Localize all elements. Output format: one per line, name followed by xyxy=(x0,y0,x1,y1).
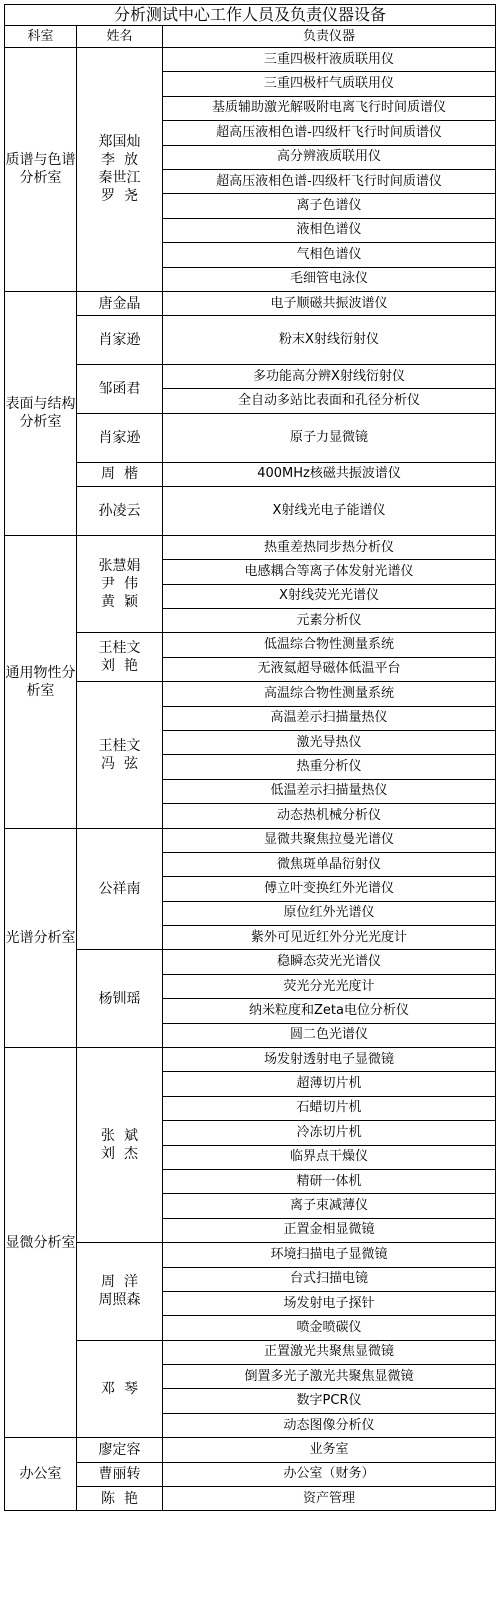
staff-names-cell xyxy=(77,291,163,315)
staff-names-cell xyxy=(77,413,163,462)
staff-names-cell xyxy=(77,1340,163,1438)
instrument-cell: 正置金相显微镜 xyxy=(163,1218,496,1242)
instrument-cell: 超高压液相色谱-四级杆飞行时间质谱仪 xyxy=(163,121,496,145)
instrument-cell: 激光导热仪 xyxy=(163,730,496,754)
column-header-name: 姓名 xyxy=(77,26,163,48)
instrument-cell: 紫外可见近红外分光光度计 xyxy=(163,926,496,950)
table-row xyxy=(5,291,496,315)
staff-name: 尹 伟 xyxy=(101,576,138,593)
department-cell: 办公室 xyxy=(5,1438,77,1511)
staff-name: 周照森 xyxy=(98,1292,141,1309)
staff-names-cell xyxy=(77,365,163,414)
table-row xyxy=(5,487,496,511)
instrument-cell: 环境扫描电子显微镜 xyxy=(163,1243,496,1267)
staff-name: 孙凌云 xyxy=(98,502,141,519)
table-row xyxy=(5,682,496,706)
staff-name: 王桂文 xyxy=(98,640,141,657)
instrument-cell: X射线荧光光谱仪 xyxy=(163,584,496,608)
instrument-cell: 电子顺磁共振波谱仪 xyxy=(163,291,496,315)
instrument-cell: 傅立叶变换红外光谱仪 xyxy=(163,877,496,901)
table-title: 分析测试中心工作人员及负责仪器设备 xyxy=(5,5,496,26)
instrument-cell: X射线光电子能谱仪 xyxy=(163,487,496,536)
instrument-cell: 资产管理 xyxy=(163,1487,496,1511)
staff-name: 周 楷 xyxy=(101,466,138,483)
instrument-cell: 数字PCR仪 xyxy=(163,1389,496,1413)
department-cell: 表面与结构分析室 xyxy=(5,291,77,535)
table-row xyxy=(5,1243,496,1267)
instrument-cell: 无液氦超导磁体低温平台 xyxy=(163,657,496,681)
staff-name: 刘 杰 xyxy=(101,1146,138,1163)
staff-name: 张 斌 xyxy=(101,1128,138,1145)
instrument-cell: 400MHz核磁共振波谱仪 xyxy=(163,462,496,486)
staff-name: 邓 琴 xyxy=(101,1380,138,1397)
staff-names-cell xyxy=(77,316,163,365)
instrument-cell: 办公室（财务） xyxy=(163,1462,496,1486)
staff-names-cell xyxy=(77,828,163,950)
table-row xyxy=(5,1340,496,1364)
staff-name: 罗 尧 xyxy=(101,188,138,205)
staff-names-cell xyxy=(77,682,163,828)
table-row xyxy=(5,633,496,657)
department-cell: 质谱与色谱分析室 xyxy=(5,48,77,292)
table-row xyxy=(5,828,496,852)
instrument-cell: 热重分析仪 xyxy=(163,755,496,779)
instrument-cell: 动态热机械分析仪 xyxy=(163,804,496,828)
staff-name: 曹丽转 xyxy=(98,1466,141,1483)
staff-name: 周 洋 xyxy=(101,1274,138,1291)
department-cell: 显微分析室 xyxy=(5,1048,77,1438)
table-row xyxy=(5,462,496,486)
instrument-cell: 元素分析仪 xyxy=(163,608,496,632)
instrument-cell: 业务室 xyxy=(163,1438,496,1462)
table-row xyxy=(5,1487,496,1511)
staff-name: 廖定容 xyxy=(98,1441,141,1458)
instrument-cell: 超高压液相色谱-四级杆飞行时间质谱仪 xyxy=(163,169,496,193)
instrument-cell: 显微共聚焦拉曼光谱仪 xyxy=(163,828,496,852)
instrument-cell: 圆二色光谱仪 xyxy=(163,1023,496,1047)
instrument-cell: 场发射电子探针 xyxy=(163,1291,496,1315)
staff-name: 张慧娟 xyxy=(98,558,141,575)
staff-name: 肖家逊 xyxy=(98,429,141,446)
instrument-cell: 离子色谱仪 xyxy=(163,194,496,218)
instrument-cell: 三重四极杆液质联用仪 xyxy=(163,48,496,72)
staff-name: 刘 艳 xyxy=(101,658,138,675)
instrument-cell: 液相色谱仪 xyxy=(163,218,496,242)
instrument-cell: 低温综合物性测量系统 xyxy=(163,633,496,657)
column-header-instruments: 负责仪器 xyxy=(163,26,496,48)
instrument-cell: 三重四极杆气质联用仪 xyxy=(163,72,496,96)
staff-names-cell xyxy=(77,1243,163,1341)
table-row xyxy=(5,316,496,340)
instrument-cell: 精研一体机 xyxy=(163,1169,496,1193)
instrument-cell: 临界点干燥仪 xyxy=(163,1145,496,1169)
instrument-cell: 正置激光共聚焦显微镜 xyxy=(163,1340,496,1364)
instrument-cell: 喷金喷碳仪 xyxy=(163,1316,496,1340)
instrument-cell: 低温差示扫描量热仪 xyxy=(163,779,496,803)
staff-name: 秦世江 xyxy=(98,170,141,187)
instrument-cell: 电感耦合等离子体发射光谱仪 xyxy=(163,560,496,584)
staff-names-cell xyxy=(77,950,163,1048)
instrument-cell: 冷冻切片机 xyxy=(163,1121,496,1145)
staff-names-cell xyxy=(77,1462,163,1486)
table-row xyxy=(5,1462,496,1486)
staff-name: 邹函君 xyxy=(98,380,141,397)
staff-name: 王桂文 xyxy=(98,737,141,754)
staff-names-cell xyxy=(77,1048,163,1243)
instrument-cell: 高温综合物性测量系统 xyxy=(163,682,496,706)
instrument-cell: 气相色谱仪 xyxy=(163,243,496,267)
staff-names-cell xyxy=(77,487,163,536)
instrument-cell: 高分辨液质联用仪 xyxy=(163,145,496,169)
column-header-department: 科室 xyxy=(5,26,77,48)
instrument-cell: 原子力显微镜 xyxy=(163,413,496,462)
staff-names-cell xyxy=(77,48,163,292)
staff-names-cell xyxy=(77,462,163,486)
table-row xyxy=(5,1048,496,1072)
instrument-cell: 动态图像分析仪 xyxy=(163,1413,496,1437)
staff-name: 郑国灿 xyxy=(98,134,141,151)
instrument-cell: 倒置多光子激光共聚焦显微镜 xyxy=(163,1365,496,1389)
staff-names-cell xyxy=(77,633,163,682)
instrument-cell: 超薄切片机 xyxy=(163,1072,496,1096)
table-row xyxy=(5,365,496,389)
staff-name: 李 放 xyxy=(101,152,138,169)
instrument-cell: 原位红外光谱仪 xyxy=(163,901,496,925)
instrument-cell: 粉末X射线衍射仪 xyxy=(163,316,496,365)
staff-instrument-table xyxy=(4,4,496,1511)
instrument-cell: 荧光分光光度计 xyxy=(163,974,496,998)
staff-name: 杨钏瑶 xyxy=(98,990,141,1007)
instrument-cell: 台式扫描电镜 xyxy=(163,1267,496,1291)
staff-name: 陈 艳 xyxy=(101,1490,138,1507)
instrument-cell: 纳米粒度和Zeta电位分析仪 xyxy=(163,999,496,1023)
instrument-cell: 全自动多站比表面和孔径分析仪 xyxy=(163,389,496,413)
instrument-cell: 石蜡切片机 xyxy=(163,1096,496,1120)
header-row xyxy=(5,26,496,48)
table-row xyxy=(5,48,496,72)
table-row xyxy=(5,535,496,559)
table-row xyxy=(5,1438,496,1462)
instrument-cell: 基质辅助激光解吸附电离飞行时间质谱仪 xyxy=(163,96,496,120)
instrument-cell: 离子束减薄仪 xyxy=(163,1194,496,1218)
instrument-cell: 热重差热同步热分析仪 xyxy=(163,535,496,559)
table-row xyxy=(5,950,496,974)
staff-names-cell xyxy=(77,1438,163,1462)
instrument-cell: 毛细管电泳仪 xyxy=(163,267,496,291)
department-cell: 通用物性分析室 xyxy=(5,535,77,828)
staff-names-cell xyxy=(77,535,163,633)
staff-name: 冯 弦 xyxy=(101,755,138,772)
staff-name: 肖家逊 xyxy=(98,332,141,349)
instrument-cell: 稳瞬态荧光光谱仪 xyxy=(163,950,496,974)
table-row xyxy=(5,413,496,437)
staff-name: 黄 颖 xyxy=(101,594,138,611)
staff-name: 唐金晶 xyxy=(98,295,141,312)
staff-names-cell xyxy=(77,1487,163,1511)
instrument-cell: 多功能高分辨X射线衍射仪 xyxy=(163,365,496,389)
department-cell: 光谱分析室 xyxy=(5,828,77,1048)
instrument-cell: 场发射透射电子显微镜 xyxy=(163,1048,496,1072)
instrument-cell: 高温差示扫描量热仪 xyxy=(163,706,496,730)
instrument-cell: 微焦斑单晶衍射仪 xyxy=(163,852,496,876)
staff-name: 公祥南 xyxy=(98,880,141,897)
